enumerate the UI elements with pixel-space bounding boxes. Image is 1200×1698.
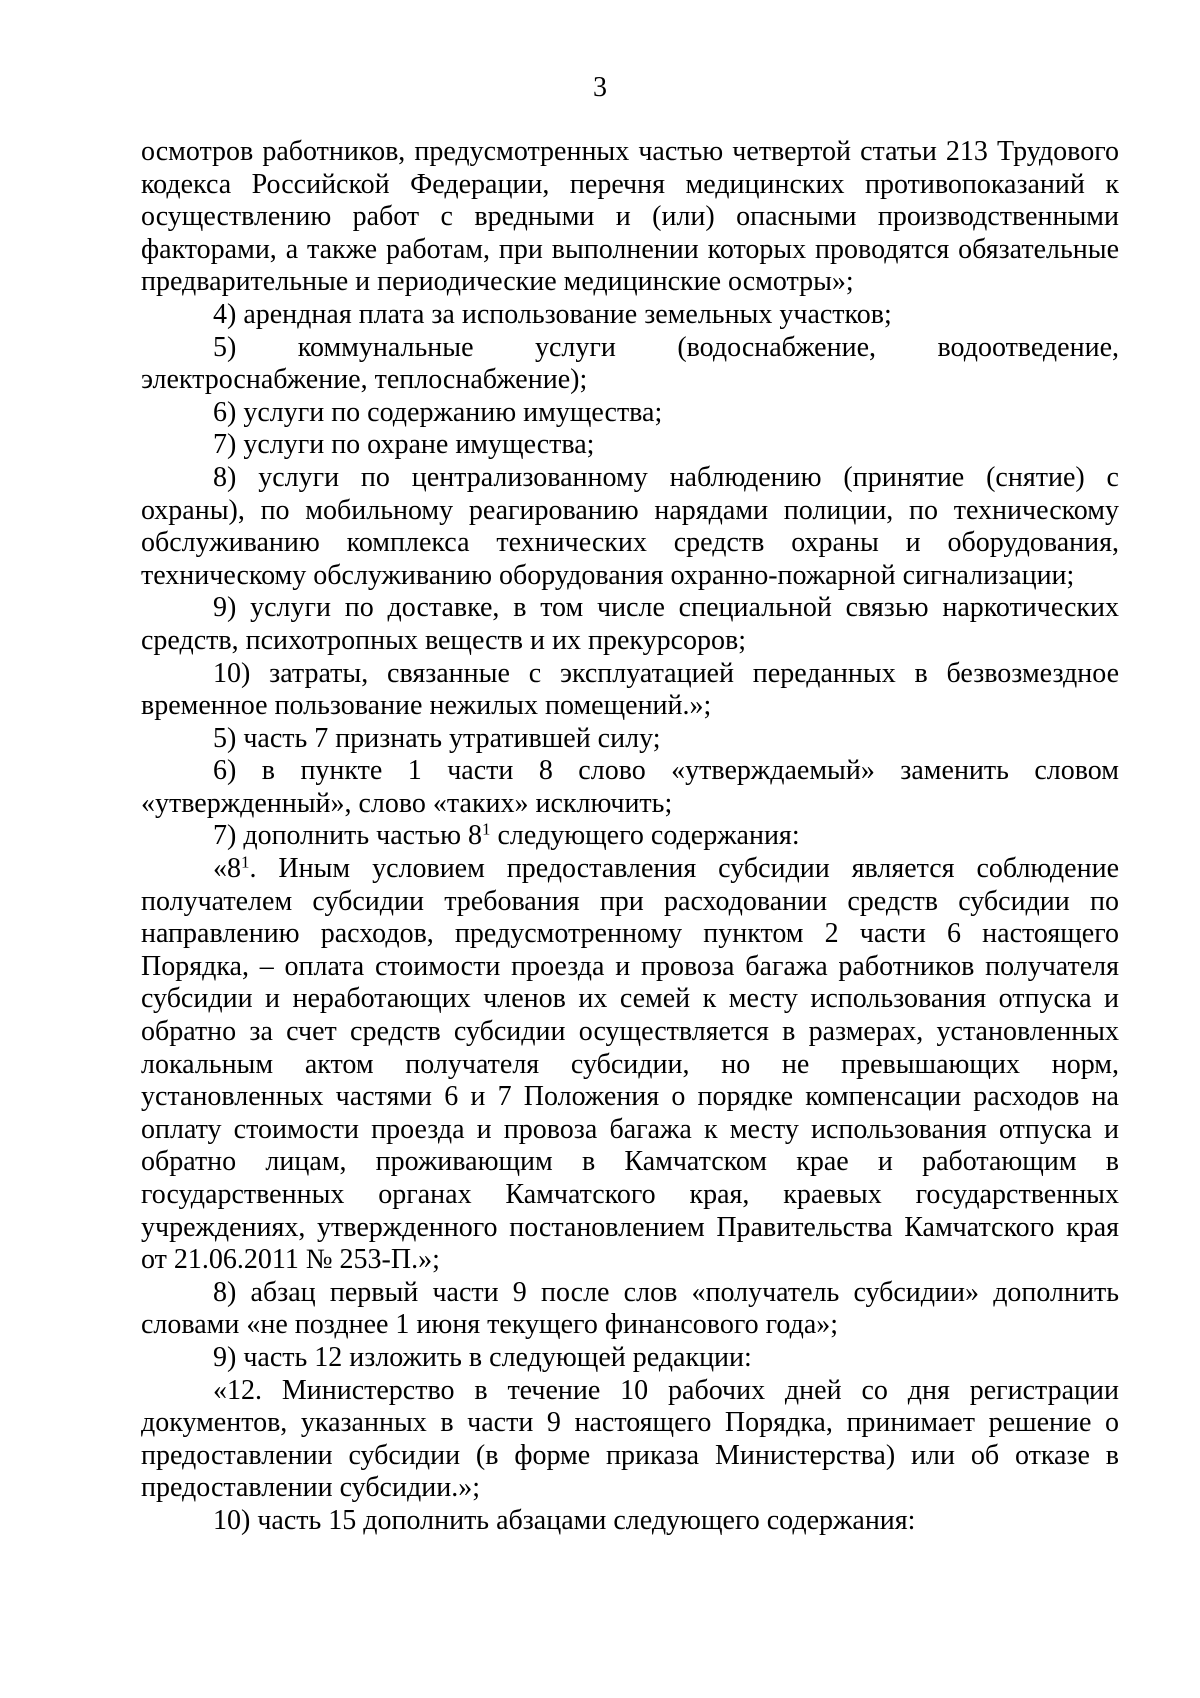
paragraph-3: 5) коммунальные услуги (водоснабжение, водоотведение, электроснабжение, теплоснабжение); xyxy=(141,331,1119,396)
paragraph-7: 9) услуги по доставке, в том числе специальной связью наркотических средств, психотропных веществ и их прекурсоров; xyxy=(141,592,1119,656)
paragraph-11-text-after: следующего содержания: xyxy=(490,820,800,852)
page-number: 3 xyxy=(593,72,607,103)
paragraph-2: 4) арендная плата за использование земельных участков; xyxy=(213,298,892,330)
paragraph-13: 8) абзац первый части 9 после слов «получатель субсидии» дополнить словами «не позднее 1 июня текущего финансового года»; xyxy=(141,1276,1119,1341)
superscript-index: 1 xyxy=(482,820,491,840)
paragraph-9: 5) часть 7 признать утратившей силу; xyxy=(213,722,661,754)
paragraph-12-text-before: «8 xyxy=(213,853,241,885)
paragraph-11-text-before: 7) дополнить частью 8 xyxy=(213,820,482,852)
paragraph-5: 7) услуги по охране имущества; xyxy=(213,429,595,461)
paragraph-1: осмотров работников, предусмотренных частью четвертой статьи 213 Трудового кодекса Российской Федерации, перечня медицинских противопоказаний к осуществлению работ с вредными и (или) опасными производственными факторами, а также работам, при выполнении которых проводятся обязательные предварительные и периодические медицинские осмотры»; xyxy=(141,136,1119,298)
paragraph-14: 9) часть 12 изложить в следующей редакции: xyxy=(213,1341,752,1373)
paragraph-4: 6) услуги по содержанию имущества; xyxy=(213,396,663,428)
paragraph-12-text-after: . Иным условием предоставления субсидии является соблюдение получателем субсидии требования при расходовании средств субсидии по направлению расходов, предусмотренному пунктом 2 части 6 настоящего Порядка, – оплата стоимости проезда и провоза багажа работников получателя субсидии и неработающих членов их семей к месту использования отпуска и обратно за счет средств субсидии осуществляется в размерах, установленных локальным актом получателя субсидии, но не превышающих норм, установленных частями 6 и 7 Положения о порядке компенсации расходов на оплату стоимости проезда и провоза багажа к месту использования отпуска и обратно лицам, проживающим в Камчатском крае и работающим в государственных органах Камчатского края, краевых государственных учреждениях, утвержденного постановлением Правительства Камчатского края от 21.06.2011 № 253-П.»; xyxy=(141,853,1119,1276)
paragraph-8: 10) затраты, связанные с эксплуатацией переданных в безвозмездное временное пользование нежилых помещений.»; xyxy=(141,657,1119,722)
paragraph-12 xyxy=(141,853,1119,1277)
paragraph-11 xyxy=(141,820,1119,853)
superscript-index: 1 xyxy=(241,852,250,872)
paragraph-6: 8) услуги по централизованному наблюдению (принятие (снятие) с охраны), по мобильному реагированию нарядами полиции, по техническому обслуживанию комплекса технических средств охраны и оборудования, техническому обслуживанию оборудования охранно-пожарной сигнализации; xyxy=(141,461,1119,591)
paragraph-10: 6) в пункте 1 части 8 слово «утверждаемый» заменить словом «утвержденный», слово «таких» исключить; xyxy=(141,755,1119,819)
paragraph-16: 10) часть 15 дополнить абзацами следующего содержания: xyxy=(213,1504,916,1536)
document-body xyxy=(141,136,1119,1538)
paragraph-15: «12. Министерство в течение 10 рабочих дней со дня регистрации документов, указанных в части 9 настоящего Порядка, принимает решение о предоставлении субсидии (в форме приказа Министерства) или об отказе в предоставлении субсидии.»; xyxy=(141,1374,1119,1504)
